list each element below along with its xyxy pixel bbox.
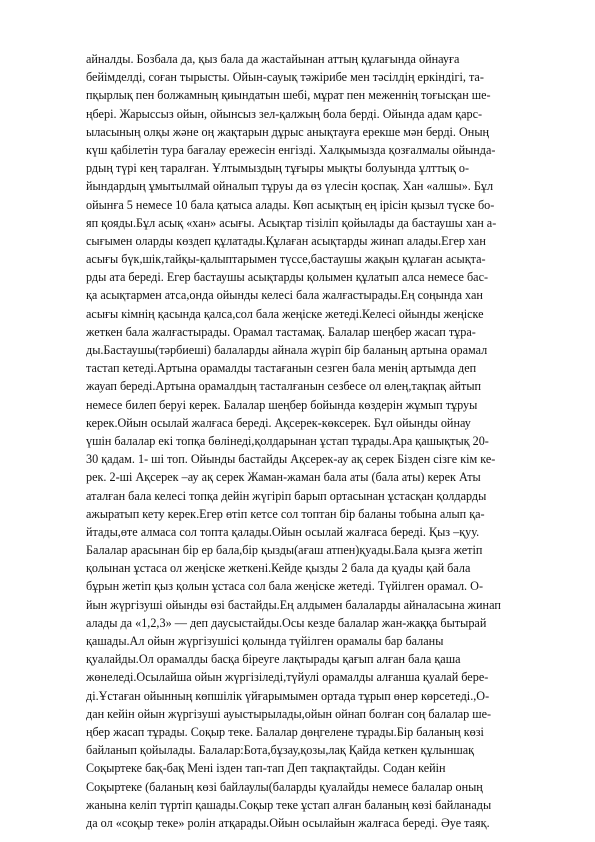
text-line: рдың түрі кең таралған. Ұлтымыздың тұғыры мықты болуында ұлттық о-	[86, 161, 470, 176]
text-line: ойынға 5 немесе 10 бала қатыса алады. Көп асықтың ең ірісін қызыл түске бо-	[86, 197, 495, 212]
text-line: дан кейін ойын жүргізуші ауыстырылады,ойын ойнап болған соң балалар ше-	[86, 706, 492, 721]
text-line: жауап береді.Артына орамалдың тасталғанын сезбесе ол өлең,тақпақ айтып	[86, 379, 482, 394]
text-line: қашады.Ал ойын жүргізушісі қолында түйілген орамалы бар баланы	[86, 634, 444, 648]
text-line: ыласының олқы және оң жақтарын дұрыс анықтауға ерекше мән берді. Оның	[86, 124, 490, 139]
text-line: тастап кетеді.Артына орамалды тастағанын сезген бала менің артымда деп	[86, 361, 477, 376]
text-line: бейімделді, соған тырысты. Ойын-сауық тәжірибе мен тәсілдің еркіндігі, та-	[86, 70, 484, 85]
text-line: жеткен бала жалғастырады. Орамал тастамақ. Балалар шеңбер жасап тұра-	[86, 324, 476, 339]
text-line: ажыратып кету керек.Егер өтіп кетсе сол топтан бір баланы тобына алып қа-	[86, 506, 485, 521]
text-line: Соқыртеке (баланың көзі байлаулы(баларды қуалайды немесе балалар оның	[86, 779, 483, 794]
text-line: ңбері. Жарыссыз ойын, ойынсыз зел-қалжың бола берді. Ойында адам қарс-	[86, 106, 483, 121]
text-line: йындардың ұмытылмай ойналып тұруы да өз үлесін қоспақ. Хан «алшы». Бұл	[86, 179, 494, 194]
text-line: аталған бала келесі топқа дейін жүгіріп барып ортасынан ұстасқан қолдарды	[86, 488, 487, 503]
text-line: немесе билеп беруі керек. Балалар шеңбер бойында көздерін жұмып тұруы	[86, 397, 478, 412]
text-line: асығы кімнің қасында қалса,сол бала жеңіске жетеді.Келесі ойынды жеңіске	[86, 306, 484, 321]
text-line: рды ата береді. Егер бастаушы асықтарды қолымен құлатып алса немесе бас-	[86, 270, 489, 285]
text-line: Соқыртеке бақ-бақ Мені ізден тап-тап Деп тақпақтайды. Содан кейін	[86, 761, 446, 776]
text-line: қуалайды.Ол орамалды басқа біреуге лақтырады қағып алған бала қаша	[86, 652, 461, 667]
text-line: қолынан ұстаса ол жеңіске жеткені.Кейде қызды 2 бала да қуады қай бала	[86, 561, 471, 576]
text-line: ді.Ұстаған ойынның көпшілік үйғарымымен ортада тұрып өнер көрсетеді.,О-	[86, 688, 490, 703]
text-line: бұрын жетіп қыз қолын ұстаса сол бала жеңіске жетеді. Түйілген орамал. О-	[86, 579, 483, 594]
text-line: байланып қойылады. Балалар:Бота,бұзау,қозы,лақ Қайда кеткен құлыншақ	[86, 743, 475, 758]
text-line: алады да «1,2,3» — деп даусыстайды.Осы кезде балалар жан-жаққа бытырай	[86, 615, 487, 630]
text-line: ңбер жасап тұрады. Соқыр теке. Балалар дөңгелене тұрады.Бір баланың көзі	[86, 724, 484, 739]
text-line: йтады,өте алмаса сол топта қалады.Ойын осылай жалғаса береді. Қыз –қуу.	[86, 524, 480, 539]
text-line: йын жүргізуші ойынды өзі бастайды.Ең алдымен балаларды айналасына жинап	[86, 597, 501, 612]
body-text	[86, 50, 546, 832]
text-line: рек. 2-ші Ақсерек –ау ақ серек Жаман-жаман бала аты (бала аты) керек Аты	[86, 470, 481, 485]
text-line: Балалар арасынан бір ер бала,бір қызды(ағаш атпен)қуады.Бала қызға жетіп	[86, 543, 483, 558]
text-line: ды.Бастаушы(тәрбиеші) балаларды айнала жүріп бір баланың артына орамал	[86, 343, 488, 357]
text-line: керек.Ойын осылай жалғаса береді. Ақсерек-көксерек. Бұл ойынды ойнау	[86, 415, 471, 430]
text-line: жанына келіп түртіп қашады.Соқыр теке ұстап алған баланың көзі байланады	[86, 797, 492, 812]
text-line: жөнеледі.Осылайша ойын жүргізіледі,түйулі орамалды алғанша қуалай бере-	[86, 670, 489, 685]
text-line: да ол «соқыр теке» ролін атқарады.Ойын осылайын жалғаса береді. Әуе таяқ.	[86, 815, 490, 830]
text-line: үшін балалар екі топқа бөлінеді,қолдарынан ұстап тұрады.Ара қашықтық 20-	[86, 433, 489, 448]
text-line: пқырлық пен болжамның қиындатын шебі, мұрат пен меженнің тоғысқан ше-	[86, 88, 491, 103]
text-line: 30 қадам. 1- ші топ. Ойынды бастайды Ақсерек-ау ақ серек Бізден сізге кім ке-	[86, 452, 496, 467]
text-line: асығы бүк,шік,тайқы-қалыптарымен түссе,бастаушы жақын құлаған асықта-	[86, 252, 486, 267]
text-line: айналды. Бозбала да, қыз бала да жастайынан аттың құлағында ойнауға	[86, 52, 460, 66]
text-line: сығымен оларды көздеп құлатады.Құлаған асықтарды жинап алады.Егер хан	[86, 233, 486, 248]
text-line: яп қояды.Бұл асық «хан» асығы. Асықтар тізіліп қойылады да бастаушы хан а-	[86, 215, 497, 230]
text-line: күш қабілетін тура бағалау ережесін енгізді. Халқымызда қозғалмалы ойында-	[86, 142, 496, 157]
text-line: қа асықтармен атса,онда ойынды келесі бала жалғастырады.Ең соңында хан	[86, 288, 483, 303]
